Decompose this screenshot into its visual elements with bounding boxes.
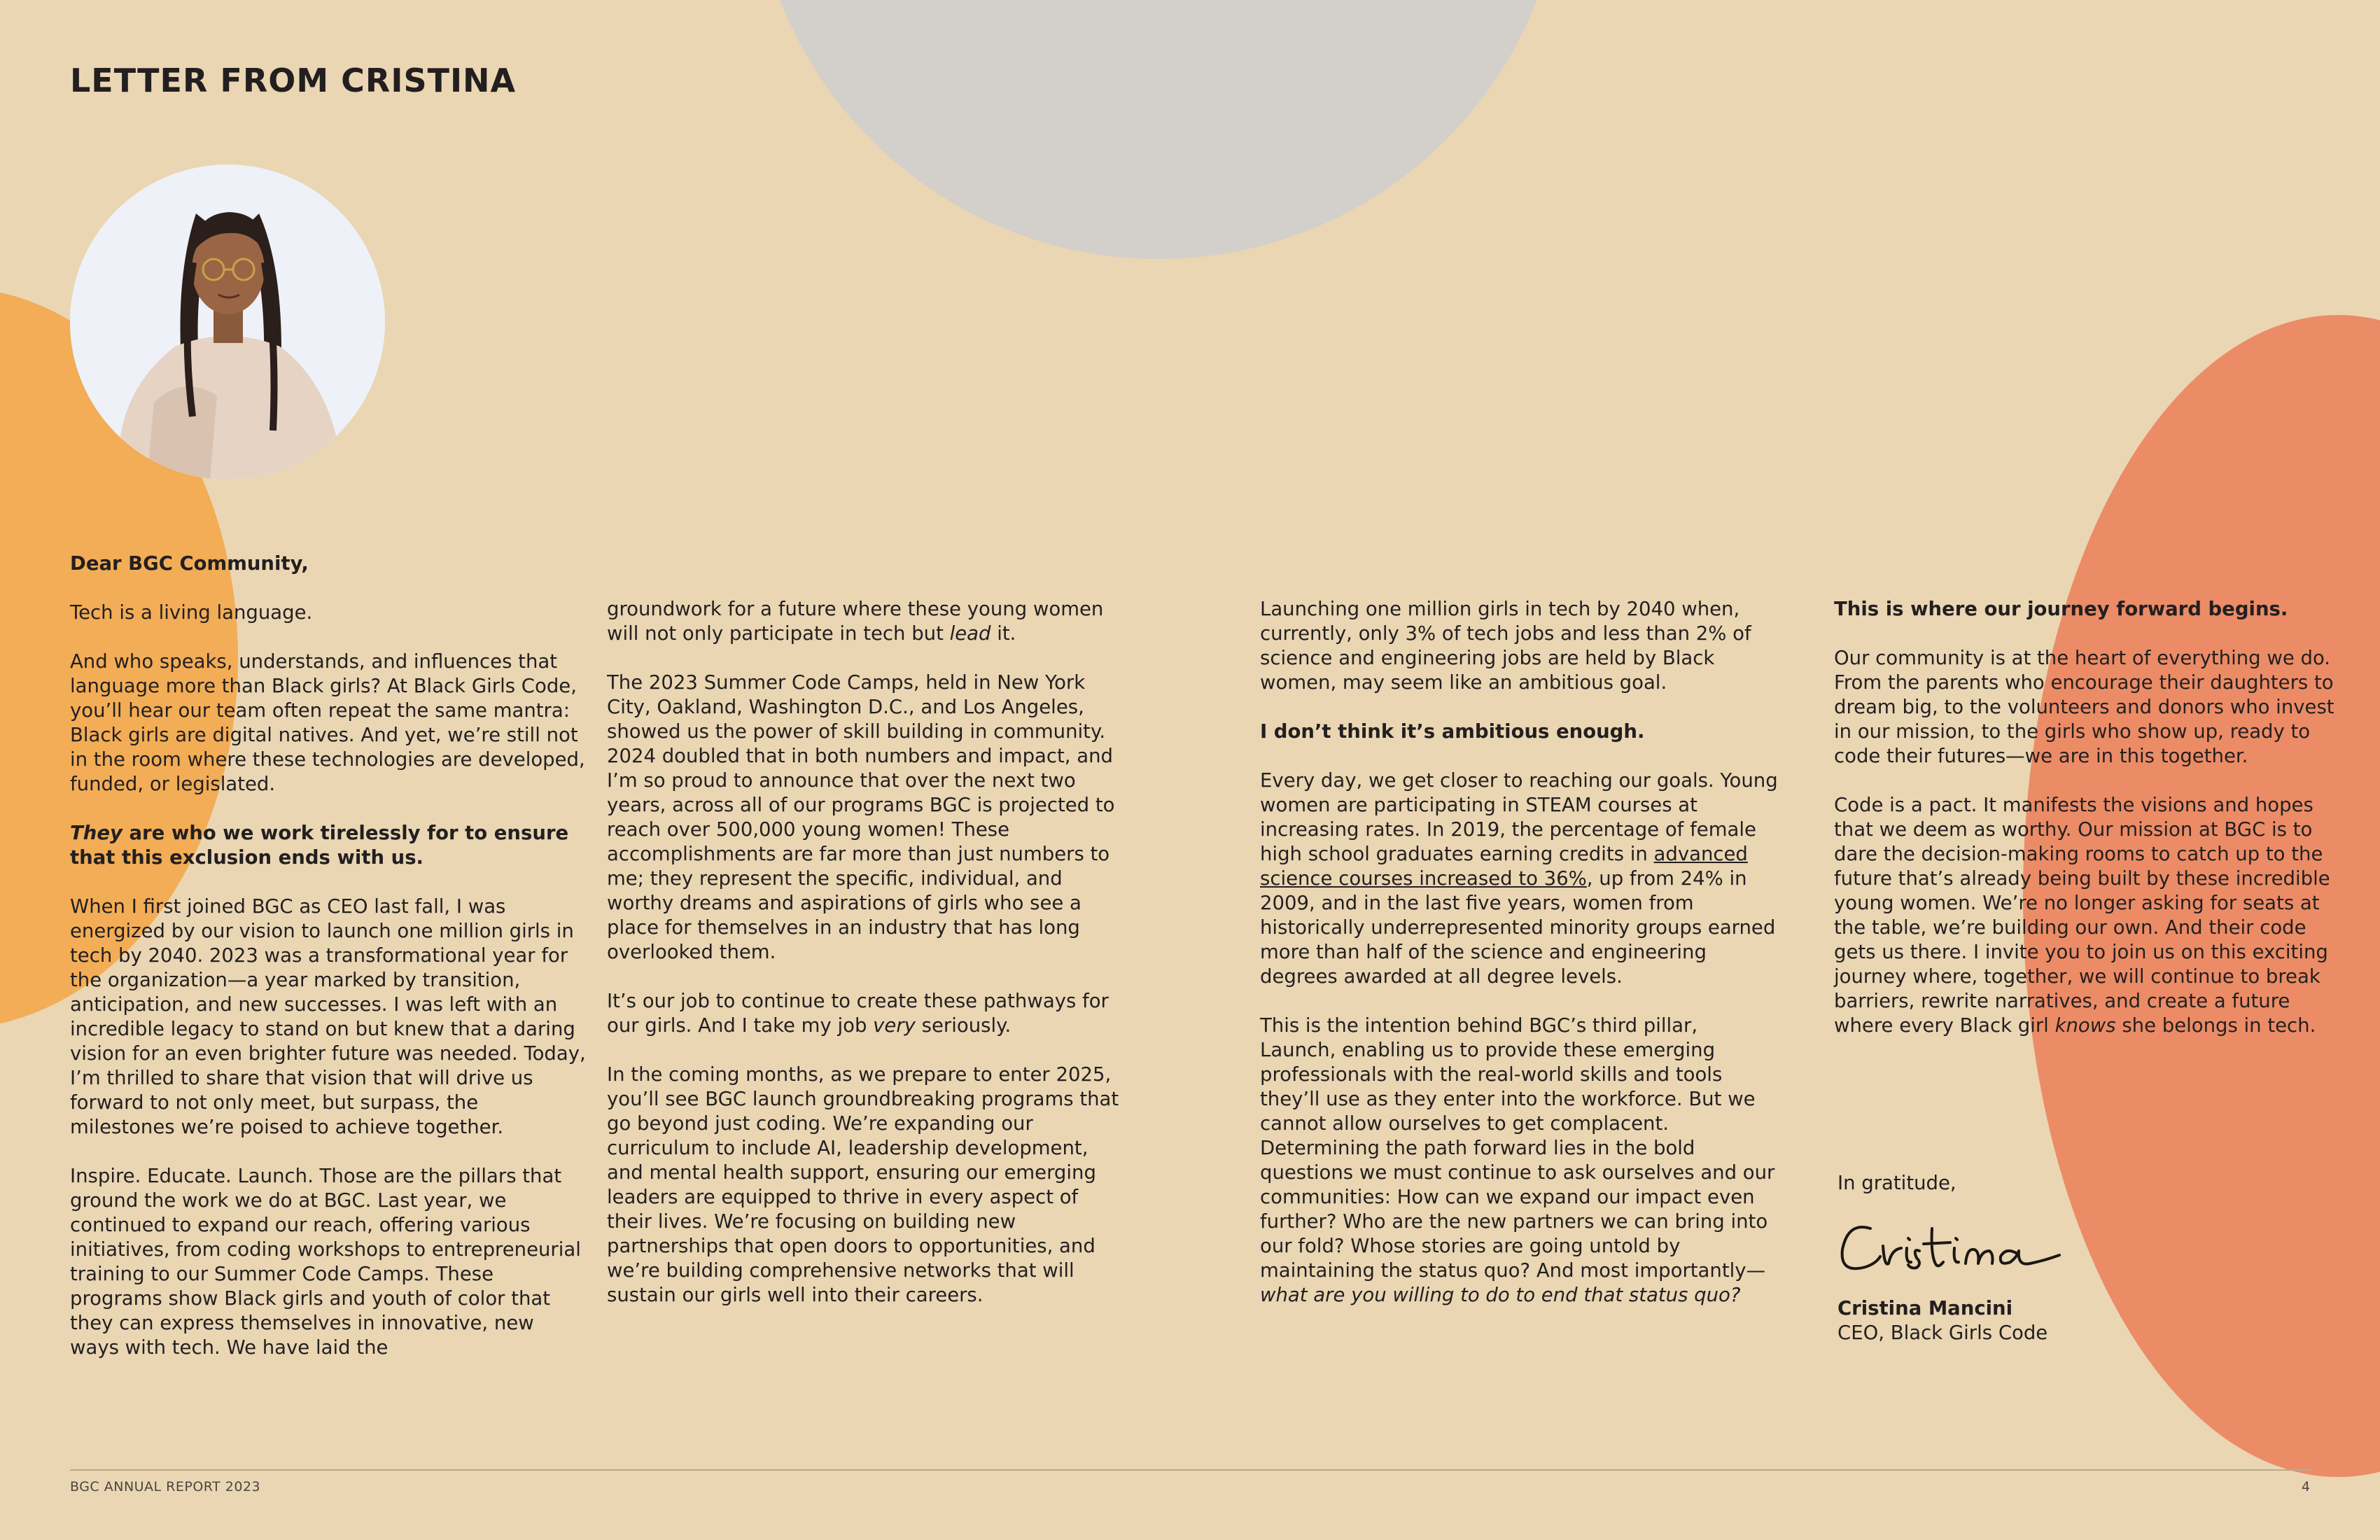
text-run: it.: [990, 622, 1016, 645]
paragraph: [607, 597, 1125, 646]
paragraph: Inspire. Educate. Launch. Those are the pillars that ground the work we do at BGC. Last year, we continued to expand our reach, offering various initiatives, from coding workshops to entrepreneurial training to our Summer Code Camps. These programs show Black girls and youth of color that they can express themselves in innovative, new ways with tech. We have laid the: [70, 1165, 581, 1359]
text-run: seriously.: [915, 1014, 1011, 1037]
footer-divider: [70, 1469, 2310, 1471]
paragraph: [607, 989, 1125, 1038]
signer-block: [1837, 1296, 2047, 1345]
paragraph: [1260, 1014, 1778, 1308]
letter-column-1: [70, 552, 588, 1385]
paragraph: [1260, 769, 1778, 989]
page-title: LETTER FROM CRISTINA: [70, 62, 517, 99]
paragraph: Launching one million girls in tech by 2040 when, currently, only 3% of tech jobs and less than 2% of science and engineering jobs are held by Black women, may seem like an ambitious goal.: [1260, 598, 1751, 694]
emphasis-paragraph: [70, 821, 588, 870]
paragraph: When I first joined BGC as CEO last fall, I was energized by our vision to launch one million girls in tech by 2040. 2023 was a transformational year for the organization—a year marked by transition, anticipation, and new successes. I was left with an incredible legacy to stand on but knew that a daring vision for an even brighter future was needed. Today, I’m thrilled to share that vision that will drive us forward to not only meet, but surpass, the milestones we’re poised to achieve together.: [70, 895, 586, 1138]
letter-column-4: [1834, 597, 2352, 1063]
text-run: , up from 24% in 2009, and in the last five years, women from historically underrepresented minority groups earned more than half of the science and engineering degrees awarded at all degree levels.: [1260, 867, 1776, 988]
portrait-illustration: [70, 164, 385, 479]
italic-run: very: [873, 1014, 916, 1037]
author-portrait: [70, 164, 385, 479]
paragraph: In the coming months, as we prepare to enter 2025, you’ll see BGC launch groundbreaking programs that go beyond just coding. We’re expanding our curriculum to include AI, leadership development, and mental health support, ensuring our emerging leaders are equipped to thrive in every aspect of their lives. We’re focusing on building new partnerships that open doors to opportunities, and we’re building comprehensive networks that will sustain our girls well into their careers.: [607, 1063, 1119, 1306]
stat-link[interactable]: advanced science courses increased to 36%: [1260, 843, 1748, 890]
salutation: Dear BGC Community,: [70, 552, 309, 575]
italic-run: what are you willing to do to end that status quo?: [1260, 1284, 1741, 1306]
text-run: Code is a pact. It manifests the visions and hopes that we deem as worthy. Our mission at BGC is to dare the decision-making rooms to catch up to the future that’s already being built by these incredible young women. We’re no longer asking for seats at the table, we’re building our own. And their code gets us there. I invite you to join us on this exciting journey where, together, we will continue to break barriers, rewrite narratives, and create a future where every Black girl: [1834, 794, 2330, 1037]
paragraph: Our community is at the heart of everything we do. From the parents who encourage their daughters to dream big, to the volunteers and donors who invest in our mission, to the girls who show up, ready to code their futures—we are in this together.: [1834, 647, 2334, 767]
decorative-gray-circle: [752, 0, 1564, 259]
closing: In gratitude,: [1837, 1172, 1956, 1194]
emphasis-rest: are who we work tirelessly for to ensure that this exclusion ends with us.: [70, 822, 569, 869]
letter-column-3: [1260, 597, 1778, 1332]
emphasis-text: They: [70, 822, 122, 844]
italic-run: knows: [2054, 1014, 2116, 1037]
text-run: groundwork for a future where these young women will not only participate in tech but: [607, 598, 1104, 645]
signature-image: [1834, 1208, 2065, 1284]
letter-column-2: [607, 597, 1125, 1332]
text-run: This is the intention behind BGC’s third pillar, Launch, enabling us to provide these emerging professionals with the real-world skills and tools they’ll use as they enter into the workforce. But we cannot allow ourselves to get complacent. Determining the path forward lies in the bold questions we must continue to ask ourselves and our communities: How can we expand our impact even further? Who are the new partners we can bring into our fold? Whose stories are going untold by maintaining the status quo? And most importantly—: [1260, 1014, 1775, 1282]
footer-report-name: BGC ANNUAL REPORT 2023: [70, 1479, 261, 1494]
text-run: It’s our job to continue to create these pathways for our girls. And I take my job: [607, 990, 1109, 1037]
bold-statement: I don’t think it’s ambitious enough.: [1260, 720, 1645, 743]
page-number: 4: [2301, 1479, 2310, 1494]
signer-title: CEO, Black Girls Code: [1837, 1322, 2048, 1344]
text-run: Every day, we get closer to reaching our goals. Young women are participating in STEAM courses at increasing rates. In 2019, the percentage of female high school graduates earning credits in: [1260, 769, 1778, 865]
paragraph: [1834, 793, 2352, 1038]
bold-statement: This is where our journey forward begins.: [1834, 598, 2288, 620]
paragraph: Tech is a living language.: [70, 601, 313, 624]
paragraph: And who speaks, understands, and influences that language more than Black girls? At Black Girls Code, you’ll hear our team often repeat the same mantra: Black girls are digital natives. And yet, we’re still not in the room where these technologies are developed, funded, or legislated.: [70, 650, 585, 795]
italic-run: lead: [949, 622, 991, 645]
signer-name: Cristina Mancini: [1837, 1297, 2013, 1320]
paragraph: The 2023 Summer Code Camps, held in New York City, Oakland, Washington D.C., and Los Angeles, showed us the power of skill building in community. 2024 doubled that in both numbers and impact, and I’m so proud to announce that over the next two years, across all of our programs BGC is projected to reach over 500,000 young women! These accomplishments are far more than just numbers to me; they represent the specific, individual, and worthy dreams and aspirations of girls who see a place for themselves in an industry that has long overlooked them.: [607, 671, 1115, 963]
text-run: she belongs in tech.: [2115, 1014, 2316, 1037]
